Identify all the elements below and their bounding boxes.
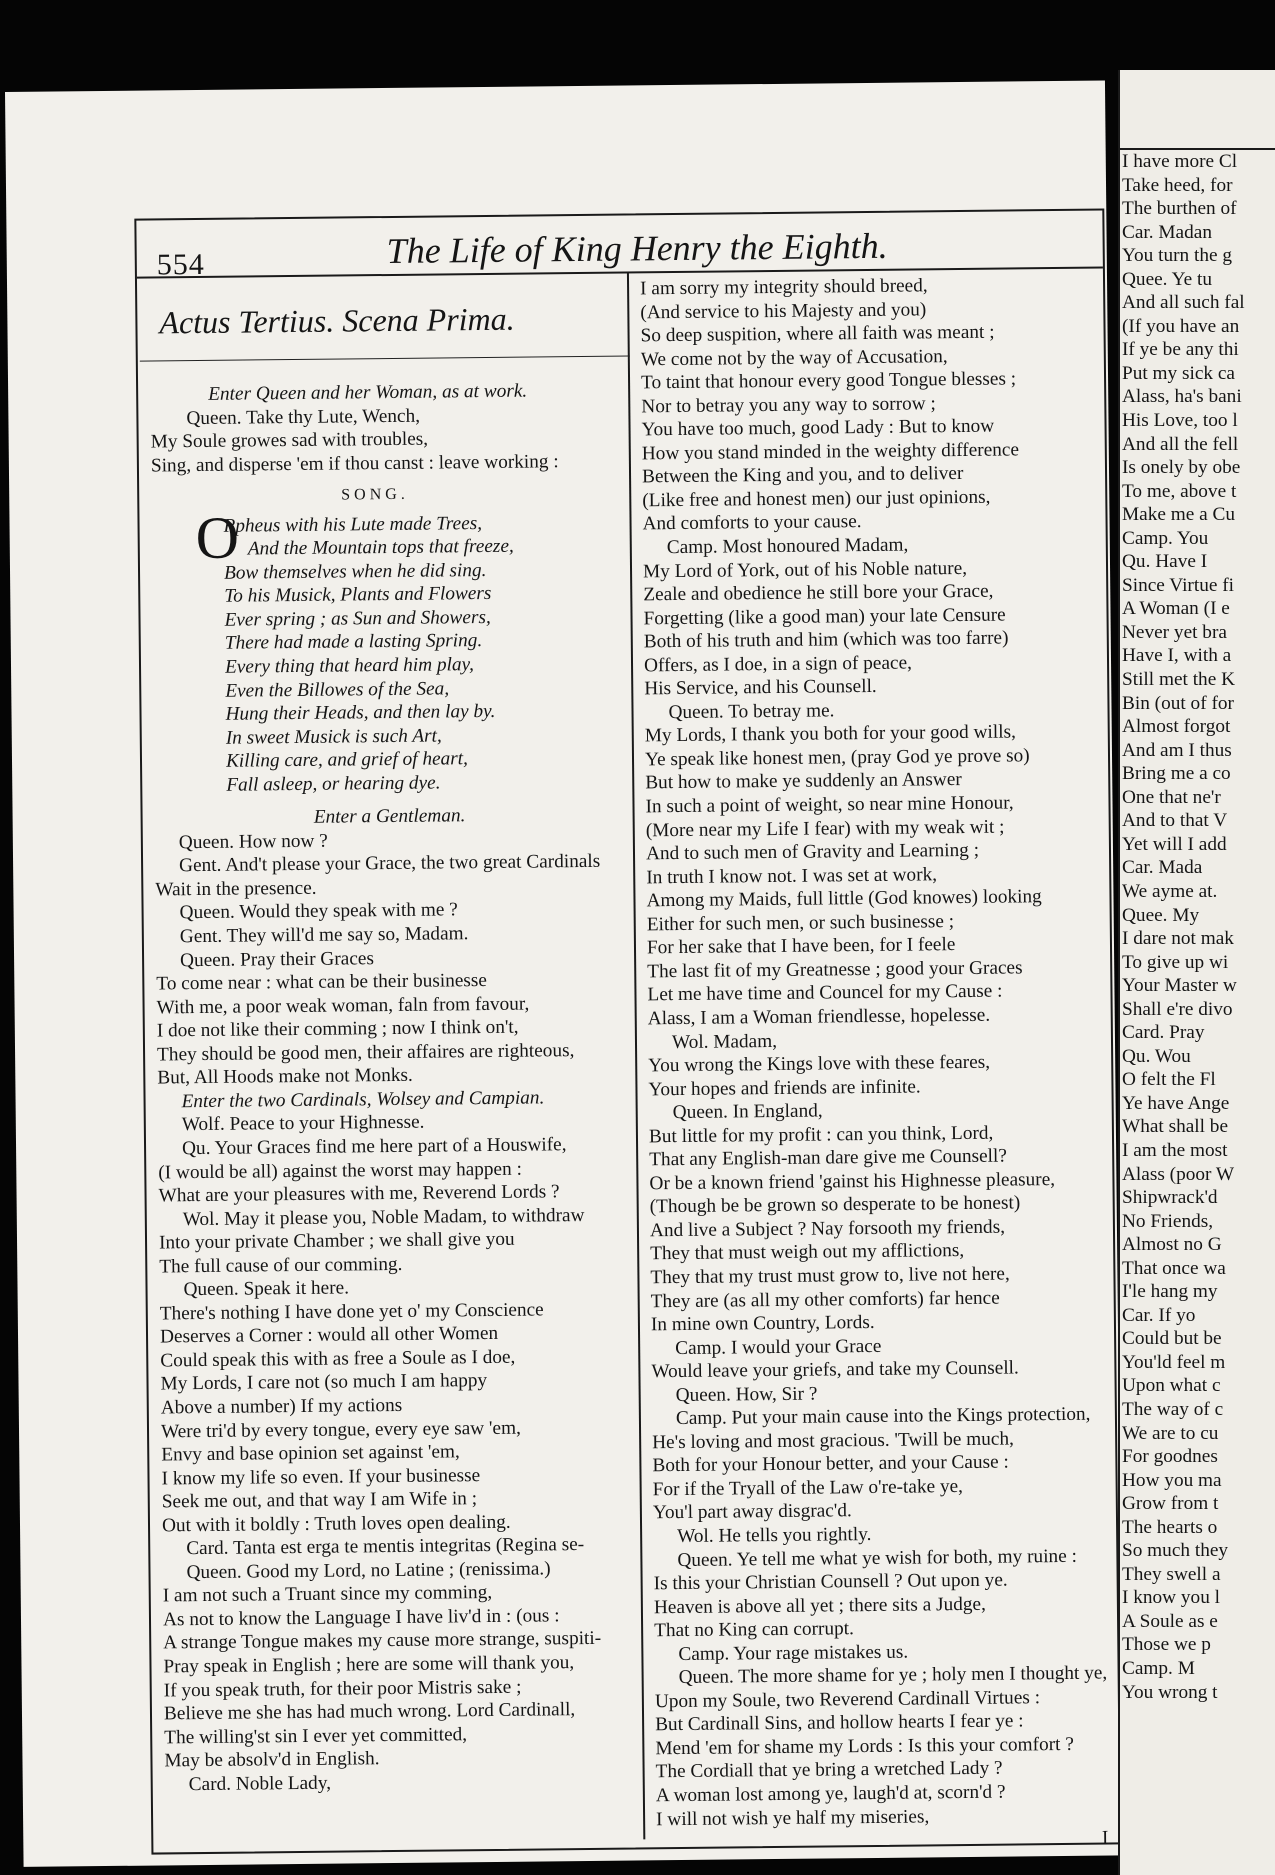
facing-page-line: No Friends, — [1122, 1210, 1214, 1232]
facing-page-line: Yet will I add — [1122, 833, 1227, 855]
speech-line: (And service to his Majesty and you) — [640, 298, 927, 323]
catchword: I — [1101, 1827, 1109, 1849]
facing-page-line: I know you l — [1122, 1587, 1221, 1609]
facing-page-line: A Soule as e — [1122, 1610, 1218, 1632]
speech-line: Camp. Most honoured Madam, — [666, 534, 909, 559]
song-line: Even the Billowes of the Sea, — [225, 677, 450, 702]
speech-line: Your hopes and friends are infinite. — [648, 1076, 921, 1100]
speech-line: Card. Tanta est erga te mentis integritas (Regina se- — [186, 1534, 585, 1560]
speech-line: The last fit of my Greatnesse ; good your Graces — [647, 957, 1023, 983]
speech-line: Seek me out, and that way I am Wife in ; — [161, 1488, 478, 1513]
speech-line: Upon my Soule, two Reverend Cardinall Virtues : — [654, 1687, 1041, 1713]
speech-line: Could speak this with as free a Soule as I doe, — [160, 1346, 516, 1372]
right-column — [640, 273, 1114, 1855]
facing-page-line: Bring me a co — [1122, 763, 1231, 785]
facing-page-line: Still met the K — [1122, 669, 1236, 691]
speech-line: Either for such men, or such businesse ; — [646, 910, 955, 936]
speech-line: Offers, as I doe, in a sign of peace, — [643, 652, 913, 677]
facing-page-line: Car. Mada — [1122, 857, 1203, 879]
speech-line: The willing'st sin I ever yet committed, — [164, 1723, 468, 1749]
act-heading: Actus Tertius. Scena Prima. — [159, 300, 515, 341]
speech-line: To come near : what can be their businesse — [156, 970, 488, 995]
speech-line: Envy and base opinion set against 'em, — [161, 1441, 460, 1466]
facing-page-line: Have I, with a — [1122, 645, 1232, 667]
facing-page-line: To me, above t — [1122, 480, 1237, 502]
song-line: Bow themselves when he did sing. — [223, 559, 487, 584]
speech-line: They that my trust must grow to, live not here, — [650, 1263, 1010, 1289]
facing-page-line: The hearts o — [1122, 1516, 1218, 1538]
facing-page-line: Those we p — [1122, 1634, 1211, 1656]
speech-line: Ye speak like honest men, (pray God ye prove so) — [644, 745, 1030, 771]
speech-line: Wol. Madam, — [671, 1030, 778, 1053]
speech-line: They that must weigh out my afflictions, — [650, 1240, 965, 1265]
speech-line: I am not such a Truant since my comming, — [162, 1582, 493, 1607]
facing-page-line: Make me a Cu — [1122, 504, 1235, 526]
speech-line: But how to make ye suddenly an Answer — [645, 769, 962, 794]
stage-direction: Enter Queen and her Woman, as at work. — [208, 380, 528, 405]
facing-page-line: So much they — [1122, 1540, 1229, 1562]
speech-line: But, All Hoods make not Monks. — [157, 1065, 413, 1089]
page-frame — [134, 208, 1121, 1854]
speech-line: To taint that honour every good Tongue blesses ; — [640, 368, 1017, 394]
drop-cap: O — [195, 504, 240, 571]
facing-page-line: If ye be any thi — [1122, 339, 1239, 361]
speech-line: There's nothing I have done yet o' my Conscience — [159, 1299, 544, 1325]
facing-page-line: Quee. My — [1122, 904, 1200, 926]
facing-page-line: We ayme at. — [1122, 880, 1218, 902]
speech-line: But Cardinall Sins, and hollow hearts I fear ye : — [655, 1710, 1024, 1736]
speech-line: With me, a poor weak woman, faln from favour, — [156, 993, 530, 1019]
facing-page-line: And to that V — [1122, 810, 1228, 832]
facing-page-line: What shall be — [1122, 1116, 1229, 1138]
speech-line: (I would be all) against the worst may happen : — [158, 1158, 522, 1183]
speech-line: Camp. Put your main cause into the Kings protection, — [675, 1403, 1091, 1430]
facing-page-line: And all the fell — [1122, 433, 1239, 455]
song-line: In sweet Musick is such Art, — [225, 725, 442, 749]
speech-line: His Service, and his Counsell. — [644, 676, 877, 700]
facing-page-line: Shall e're divo — [1122, 998, 1233, 1020]
speech-line: They are (as all my other comforts) far hence — [650, 1287, 1000, 1312]
facing-page-line: For goodnes — [1122, 1446, 1218, 1468]
facing-page-fragment — [1118, 70, 1275, 1875]
speech-line: They should be good men, their affaires are righteous, — [156, 1039, 575, 1066]
facing-page-line: I have more Cl — [1122, 151, 1238, 172]
speech-line: For her sake that I have been, for I feele — [646, 934, 956, 959]
facing-page-line: Never yet bra — [1122, 621, 1227, 643]
speech-line: So deep suspition, where all faith was meant ; — [640, 321, 995, 347]
speech-line: A woman lost among ye, laugh'd at, scorn'd ? — [655, 1781, 1006, 1807]
song-line: Hung their Heads, and then lay by. — [225, 701, 496, 725]
speech-line: Zeale and obedience he still bore your Grace, — [643, 580, 994, 606]
speech-line: Qu. Your Graces find me here part of a Houswife, — [181, 1134, 567, 1160]
speech-line: Queen. Would they speak with me ? — [179, 899, 458, 924]
speech-line: Or be a known friend 'gainst his Highnesse pleasure, — [649, 1168, 1056, 1195]
speech-line: As not to know the Language I have liv'd in : (ous : — [162, 1605, 560, 1631]
speech-line: (More near my Life I fear) with my weak wit ; — [645, 816, 1005, 841]
speech-line: Queen. Ye tell me what ye wish for both, my ruine : — [677, 1545, 1077, 1571]
speech-line: Gent. And't please your Grace, the two great Cardinals — [179, 851, 601, 877]
speech-line: Both of his truth and him (which was too farre) — [643, 627, 1009, 653]
speech-line: Were tri'd by every tongue, every eye saw 'em, — [160, 1417, 521, 1442]
speech-line: How you stand minded in the weighty difference — [641, 439, 1020, 465]
facing-page-line: Almost forgot — [1122, 716, 1231, 738]
facing-page-line: Take heed, for — [1122, 174, 1233, 196]
speech-line: Deserves a Corner : would all other Women — [159, 1323, 499, 1348]
facing-page-line: I dare not mak — [1122, 928, 1234, 950]
speech-line: And comforts to your cause. — [642, 511, 862, 535]
facing-page-line: Upon what c — [1122, 1375, 1221, 1397]
speech-line: Believe me she has had much wrong. Lord Cardinall, — [163, 1699, 576, 1725]
speech-line: My Lords, I care not (so much I am happy — [160, 1370, 488, 1395]
speech-line: Queen. Speak it here. — [183, 1277, 350, 1301]
running-title: The Life of King Henry the Eighth. — [386, 225, 888, 272]
speech-line: Above a number) If my actions — [160, 1394, 403, 1419]
song-line: Ever spring ; as Sun and Showers, — [224, 606, 491, 631]
facing-page-line: I am the most — [1122, 1139, 1228, 1161]
facing-page-line: Shipwrack'd — [1122, 1187, 1218, 1209]
speech-line: Queen. Take thy Lute, Wench, — [186, 405, 421, 429]
stage-direction: Enter the two Cardinals, Wolsey and Campian. — [181, 1087, 545, 1113]
song-title: SONG. — [341, 485, 409, 504]
page-number: 554 — [156, 247, 205, 282]
speech-line: My Lord of York, out of his Noble nature, — [642, 557, 968, 582]
facing-page-line: Car. If yo — [1122, 1304, 1196, 1326]
facing-page-rule — [1118, 70, 1120, 1875]
facing-page-line: Quee. Ye tu — [1122, 268, 1212, 290]
facing-page-line: Almost no G — [1122, 1234, 1222, 1256]
facing-page-line: Card. Pray — [1122, 1022, 1205, 1044]
facing-page-line: To give up wi — [1122, 951, 1229, 973]
facing-page-line: Is onely by obe — [1122, 457, 1241, 479]
speech-line: You wrong the Kings love with these feares, — [648, 1051, 991, 1077]
facing-page-line: And am I thus — [1122, 739, 1232, 761]
folio-page — [5, 80, 1124, 1866]
speech-line: Forgetting (like a good man) your late Censure — [643, 604, 1006, 629]
speech-line: Heaven is above all yet ; there sits a Judge, — [653, 1593, 986, 1618]
facing-page-line: I'le hang my — [1122, 1281, 1218, 1303]
speech-line: Mend 'em for shame my Lords : Is this your comfort ? — [655, 1733, 1074, 1760]
song-line: Fall asleep, or hearing dye. — [226, 772, 441, 796]
facing-page-line: O felt the Fl — [1122, 1069, 1216, 1091]
facing-page-line: Qu. Wou — [1122, 1045, 1191, 1067]
facing-page-line: That once wa — [1122, 1257, 1226, 1279]
facing-page-line: Camp. You — [1122, 527, 1209, 549]
speech-line: Camp. Your rage mistakes us. — [678, 1641, 909, 1665]
facing-page-line: Car. Madan — [1122, 221, 1212, 243]
speech-line: My Soule growes sad with troubles, — [150, 428, 429, 453]
song-line: Every thing that heard him play, — [224, 654, 474, 678]
song-line: And the Mountain tops that freeze, — [247, 535, 514, 560]
facing-page-line: Grow from t — [1122, 1493, 1219, 1515]
facing-page-text — [1122, 150, 1245, 1704]
facing-page-line: Alass, ha's bani — [1122, 386, 1242, 408]
speech-line: Is this your Christian Counsell ? Out upon ye. — [653, 1569, 1008, 1595]
speech-line: Nor to betray you any way to sorrow ; — [641, 393, 936, 418]
speech-line: In truth I know not. I was set at work, — [646, 863, 938, 888]
facing-page-line: Bin (out of for — [1122, 692, 1234, 714]
speech-line: That no King can corrupt. — [654, 1618, 854, 1642]
speech-line: You'l part away disgrac'd. — [652, 1500, 852, 1524]
speech-line: In such a point of weight, so near mine Honour, — [645, 792, 1014, 818]
speech-line: (Like free and honest men) our just opinions, — [642, 486, 991, 512]
speech-line: Wol. He tells you rightly. — [677, 1523, 872, 1548]
speech-line: A strange Tongue makes my cause more strange, suspiti- — [163, 1628, 602, 1654]
song-line: There had made a lasting Spring. — [224, 630, 483, 655]
speech-line: (Though be be grown so desperate to be honest) — [649, 1192, 1021, 1218]
speech-line: Would leave your griefs, and take my Counsell. — [651, 1357, 1019, 1383]
speech-line: Let me have time and Councel for my Cause : — [647, 981, 1003, 1006]
facing-page-line: Since Virtue fi — [1122, 574, 1235, 596]
speech-line: Both for your Honour better, and your Cause : — [652, 1451, 1009, 1477]
song-line: To his Musick, Plants and Flowers — [224, 583, 492, 608]
speech-line: I doe not like their comming ; now I think on't, — [156, 1016, 519, 1042]
facing-page-line: Put my sick ca — [1122, 362, 1235, 384]
act-rule — [140, 355, 630, 361]
speech-line: Wol. May it please you, Noble Madam, to withdraw — [182, 1204, 585, 1230]
song-line: Rpheus with his Lute made Trees, — [223, 512, 483, 537]
speech-line: I know my life so even. If your businesse — [161, 1464, 481, 1490]
speech-line: Between the King and you, and to deliver — [641, 463, 964, 488]
facing-page-line: You wrong t — [1122, 1681, 1218, 1703]
facing-page-line: You turn the g — [1122, 245, 1232, 267]
facing-page-line: His Love, too l — [1122, 410, 1238, 432]
speech-line: That any English-man dare give me Counsell? — [649, 1145, 1007, 1171]
facing-page-line: One that ne'r — [1122, 786, 1221, 808]
speech-line: Wait in the presence. — [155, 877, 317, 901]
facing-page-line: Alass (poor W — [1122, 1163, 1235, 1185]
speech-line: Sing, and disperse 'em if thou canst : leave working : — [150, 450, 559, 477]
speech-line: And to such men of Gravity and Learning ; — [645, 839, 980, 865]
speech-line: The Cordiall that ye bring a wretched Lady ? — [655, 1758, 1003, 1783]
facing-page-line: (If you have an — [1122, 315, 1240, 337]
facing-page-line: You'ld feel m — [1122, 1351, 1226, 1373]
facing-page-line: Camp. M — [1122, 1658, 1195, 1679]
song-block — [151, 504, 624, 797]
speech-line: Queen. To betray me. — [668, 700, 835, 723]
facing-page-line: The burthen of — [1122, 198, 1237, 220]
speech-line: I am sorry my integrity should breed, — [639, 275, 928, 300]
speech-line: In mine own Country, Lords. — [650, 1312, 875, 1336]
speech-line: He's loving and most gracious. 'Twill be much, — [652, 1428, 1014, 1454]
facing-page-line: How you ma — [1122, 1469, 1222, 1491]
stage-direction: Enter a Gentleman. — [313, 805, 466, 829]
facing-page-line: They swell a — [1122, 1563, 1221, 1585]
speech-line: If you speak truth, for their poor Mistris sake ; — [163, 1676, 522, 1701]
speech-line: Gent. They will'd me say so, Madam. — [179, 923, 469, 948]
facing-page-line: Qu. Have I — [1122, 551, 1208, 573]
speech-line: Wolf. Peace to your Highnesse. — [181, 1112, 425, 1136]
speech-line: Alass, I am a Woman friendlesse, hopelesse. — [647, 1004, 991, 1030]
speech-line: Queen. How now ? — [178, 830, 328, 854]
speech-line: Pray speak in English ; here are some will thank you, — [163, 1652, 575, 1678]
facing-page-line: A Woman (I e — [1122, 598, 1230, 620]
speech-line: You have too much, good Lady : But to know — [641, 415, 995, 441]
speech-line: May be absolv'd in English. — [164, 1748, 380, 1772]
speech-line: Card. Noble Lady, — [188, 1772, 332, 1795]
facing-page-line: Ye have Ange — [1122, 1092, 1230, 1114]
facing-page-line: And all such fal — [1122, 292, 1245, 314]
speech-line: Camp. I would your Grace — [675, 1335, 882, 1359]
facing-page-line: Could but be — [1122, 1328, 1222, 1350]
speech-line: Queen. Good my Lord, no Latine ; (renissima.) — [186, 1558, 551, 1583]
speech-line: I will not wish ye half my miseries, — [656, 1805, 930, 1830]
speech-line: My Lords, I thank you both for your good wills, — [644, 721, 1017, 747]
speech-line: But little for my profit : can you think, Lord, — [648, 1122, 994, 1148]
song-line: Killing care, and grief of heart, — [225, 748, 469, 772]
speech-line: For if the Tryall of the Law o're-take ye, — [652, 1475, 964, 1501]
speech-lines — [155, 826, 635, 1796]
speech-line: The full cause of our comming. — [159, 1253, 403, 1278]
speech-line: What are your pleasures with me, Reverend Lords ? — [158, 1181, 560, 1207]
speech-line: Queen. How, Sir ? — [675, 1383, 818, 1406]
speech-line: Queen. In England, — [672, 1100, 823, 1124]
speech-line: We come not by the way of Accusation, — [640, 345, 948, 370]
speech-line: Queen. Pray their Graces — [179, 947, 375, 971]
speech-line: Into your private Chamber ; we shall give you — [158, 1228, 515, 1254]
left-column — [149, 278, 635, 1797]
facing-page-line: We are to cu — [1122, 1422, 1219, 1444]
speech-line: Among my Maids, full little (God knowes) looking — [646, 886, 1042, 912]
facing-page-line: The way of c — [1122, 1398, 1224, 1420]
speech-line: And live a Subject ? Nay forsooth my friends, — [649, 1216, 1006, 1242]
facing-page-line: Your Master w — [1122, 975, 1237, 997]
speech-line: Out with it boldly : Truth loves open dealing. — [161, 1511, 511, 1537]
speech-line: Queen. The more shame for ye ; holy men I thought ye, — [678, 1662, 1108, 1689]
